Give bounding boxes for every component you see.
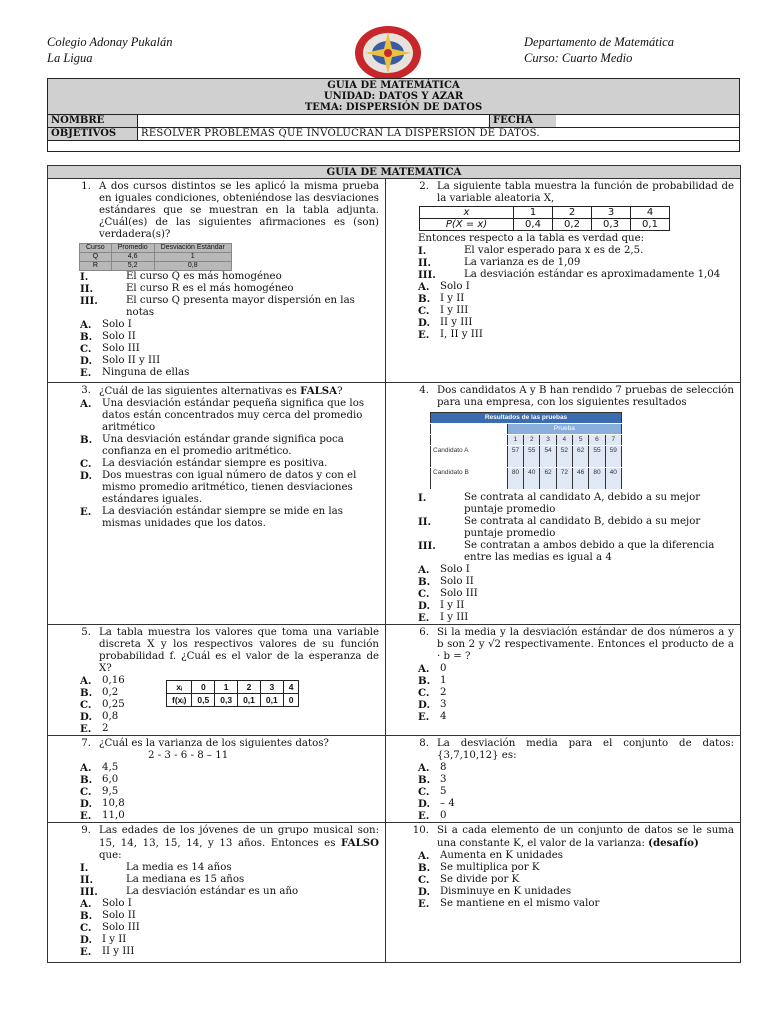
q1-th: Curso (80, 244, 112, 253)
q6-option[interactable] (392, 699, 734, 711)
guide-unit: UNIDAD: DATOS Y AZAR (323, 91, 464, 102)
q2-roman-text: El valor esperado para x es de 2,5. (464, 245, 644, 256)
q8-option[interactable] (392, 762, 734, 774)
option-text: Disminuye en K unidades (440, 886, 572, 897)
q9-roman-text: La media es 14 años (126, 862, 232, 873)
option-key: B. (80, 774, 93, 786)
option-key: A. (418, 663, 430, 675)
q10-text: Si a cada elemento de un conjunto de datos se le suma una constante K, el valor de la varianza: (437, 825, 734, 849)
option-key: A. (418, 762, 430, 774)
q1-roman-key: I. (80, 271, 89, 283)
q5-cell: 0,1 (238, 694, 261, 707)
q7-option[interactable] (54, 774, 379, 786)
guide-title: GUIA DE MATEMÁTICA (327, 80, 460, 91)
q7-option[interactable] (54, 798, 379, 810)
q7-option[interactable] (54, 786, 379, 798)
q3-option[interactable] (54, 458, 379, 470)
q2-roman-text: La desviación estándar es aproximadamente 1,04 (464, 269, 721, 280)
q4-results-table (430, 412, 622, 490)
q2-cell: 0,1 (631, 219, 670, 231)
option-text: Solo I (440, 564, 470, 575)
option-key: D. (80, 711, 93, 723)
option-key: C. (80, 922, 92, 934)
option-key: C. (418, 786, 430, 798)
option-key: E. (80, 946, 92, 958)
q7-text: ¿Cuál es la varianza de los siguientes datos? (99, 738, 329, 749)
q1-number: 1. (81, 181, 91, 192)
option-text: 0,25 (102, 699, 125, 710)
option-key: E. (418, 329, 430, 341)
q8-option[interactable] (392, 798, 734, 810)
q8-option[interactable] (392, 774, 734, 786)
option-key: E. (80, 810, 92, 822)
q1-roman-text: El curso Q es más homogéneo (126, 271, 282, 282)
option-key: D. (418, 798, 431, 810)
q4-option[interactable] (392, 576, 734, 588)
q9-option[interactable] (54, 922, 379, 934)
q7-option[interactable] (54, 762, 379, 774)
option-key: D. (80, 934, 93, 946)
option-key: B. (418, 774, 431, 786)
q7-number: 7. (81, 738, 91, 749)
header-right (524, 34, 674, 66)
q9-roman-text: La mediana es 15 años (126, 874, 245, 885)
nombre-field[interactable] (138, 115, 490, 128)
guide-topic: TEMA: DISPERSIÓN DE DATOS (304, 102, 483, 113)
q4-row-name: Candidato B (431, 468, 508, 490)
option-text: Una desviación estándar pequeña significa que los datos están concentrados muy cerca del promedio aritmético (102, 398, 365, 433)
q4-text: Dos candidatos A y B han rendido 7 pruebas de selección para una empresa, con los siguientes resultados (437, 385, 734, 408)
option-key: C. (80, 699, 92, 711)
q2-cell: 0,4 (514, 219, 553, 231)
option-text: I, II y III (440, 329, 483, 340)
q8-option[interactable] (392, 810, 734, 822)
questions-table (47, 165, 741, 963)
option-key: B. (80, 331, 93, 343)
q5-text: La tabla muestra los valores que toma una variable discreta X y los respectivos valores de su función probabilidad f. ¿Cuál es el valor de la esperanza de X? (99, 627, 379, 674)
q3-option[interactable] (54, 506, 379, 530)
school-name: Colegio Adonay Pukalán (47, 35, 173, 49)
option-key: D. (418, 886, 431, 898)
option-text: II y III (440, 317, 473, 328)
school-logo (353, 24, 423, 82)
q10-number: 10. (412, 825, 429, 836)
q4-cell: 59 (605, 446, 621, 468)
q4-roman-text: Se contrata al candidato B, debido a su mejor puntaje promedio (464, 516, 701, 539)
question-6 (386, 625, 741, 736)
option-key: D. (418, 317, 431, 329)
option-key: C. (418, 874, 430, 886)
q3-option[interactable] (54, 470, 379, 506)
option-text: 11,0 (102, 810, 125, 821)
q4-roman-key: II. (418, 516, 432, 528)
q4-number: 4. (419, 385, 429, 396)
q1-roman-key: II. (80, 283, 94, 295)
q1-table (79, 243, 232, 271)
q5-table (166, 680, 299, 707)
q1-roman-text: El curso Q presenta mayor dispersión en las notas (126, 295, 355, 318)
q5-cell: 0,3 (215, 694, 238, 707)
q5-cell: 0,1 (260, 694, 283, 707)
q4-cell: 72 (556, 468, 572, 490)
q4-roman-text: Se contratan a ambos debido a que la diferencia entre las medias es igual a 4 (464, 540, 715, 563)
q3-option[interactable] (54, 398, 379, 434)
q4-cell: 40 (605, 468, 621, 490)
q2-cell: 2 (553, 207, 592, 219)
option-text: La desviación estándar siempre se mide en las mismas unidades que los datos. (102, 506, 343, 529)
q5-cell: 1 (215, 681, 238, 694)
option-key: E. (418, 810, 430, 822)
q4-row-name: Candidato A (431, 446, 508, 468)
q9-text-bold: FALSO (341, 837, 379, 849)
option-text: 0,8 (102, 711, 119, 722)
option-key: A. (418, 850, 430, 862)
option-key: D. (418, 600, 431, 612)
q4-col: 6 (589, 435, 605, 446)
option-text: 3 (440, 774, 447, 785)
q2-cell: 3 (592, 207, 631, 219)
q2-cell: x (420, 207, 514, 219)
option-text: 0,2 (102, 687, 119, 698)
q5-cell: xᵢ (167, 681, 192, 694)
department-name: Departamento de Matemática (524, 35, 674, 49)
option-text: I y III (440, 305, 469, 316)
option-text: 3 (440, 699, 447, 710)
q2-cell: 0,3 (592, 219, 631, 231)
q2-roman-key: I. (418, 245, 427, 257)
q9-option[interactable] (54, 934, 379, 946)
option-key: B. (80, 434, 93, 446)
q3-text-end: ? (337, 386, 343, 397)
q5-cell: 3 (260, 681, 283, 694)
q4-option[interactable] (392, 588, 734, 600)
q5-cell: 0,5 (192, 694, 215, 707)
q4-cell: 55 (589, 446, 605, 468)
option-key: B. (418, 576, 431, 588)
q2-text: La siguiente tabla muestra la función de probabilidad de la variable aleatoria X, (437, 181, 734, 204)
fecha-field[interactable] (556, 115, 740, 128)
option-text: Solo II (102, 910, 136, 921)
q1-cell: 5,2 (111, 262, 154, 271)
option-key: E. (80, 506, 92, 518)
option-text: Solo II (102, 331, 136, 342)
q2-cell: 4 (631, 207, 670, 219)
option-key: E. (418, 898, 430, 910)
q2-roman-text: La varianza es de 1,09 (464, 257, 581, 268)
option-text: La desviación estándar siempre es positiva. (102, 458, 328, 469)
question-5 (48, 625, 386, 736)
option-key: A. (80, 398, 92, 410)
option-key: C. (80, 343, 92, 355)
q4-cell: 80 (507, 468, 523, 490)
option-text: 6,0 (102, 774, 119, 785)
q4-cell: 40 (524, 468, 540, 490)
option-text: 0 (440, 663, 447, 674)
q6-number: 6. (419, 627, 429, 638)
question-1 (48, 179, 386, 383)
option-text: I y III (440, 612, 469, 623)
q9-text: Las edades de los jóvenes de un grupo musical son: 15, 14, 13, 15, 14, y 13 años. Entonces es (99, 825, 379, 849)
option-text: 1 (440, 675, 447, 686)
q2-number: 2. (419, 181, 429, 192)
option-key: B. (418, 675, 431, 687)
q4-roman-key: III. (418, 540, 436, 552)
option-key: E. (418, 612, 430, 624)
q1-cell: 0,8 (154, 262, 231, 271)
q9-option[interactable] (54, 898, 379, 910)
option-key: B. (80, 687, 93, 699)
option-key: B. (418, 293, 431, 305)
option-text: Aumenta en K unidades (440, 850, 564, 861)
q2-roman-key: II. (418, 257, 432, 269)
q4-option[interactable] (392, 600, 734, 612)
option-key: C. (418, 588, 430, 600)
option-key: C. (80, 786, 92, 798)
option-text: Ninguna de ellas (102, 367, 190, 378)
q4-option[interactable] (392, 612, 734, 624)
q5-number: 5. (81, 627, 91, 638)
q4-roman-text: Se contrata al candidato A, debido a su mejor puntaje promedio (464, 492, 701, 515)
q1-cell: 4,6 (111, 253, 154, 262)
option-key: E. (80, 723, 92, 735)
question-7 (48, 736, 386, 823)
q5-cell: f(xᵢ) (167, 694, 192, 707)
q4-cell: 54 (540, 446, 556, 468)
option-key: A. (418, 564, 430, 576)
option-key: E. (418, 711, 430, 723)
q3-text: ¿Cuál de las siguientes alternativas es (99, 386, 297, 397)
option-text: 8 (440, 762, 447, 773)
school-city: La Ligua (47, 51, 93, 65)
option-text: 2 (440, 687, 447, 698)
option-text: I y II (440, 293, 465, 304)
q6-option[interactable] (392, 711, 734, 723)
option-text: II y III (102, 946, 135, 957)
q4-cell: 55 (524, 446, 540, 468)
q1-cell: 1 (154, 253, 231, 262)
q7-option[interactable] (54, 810, 379, 822)
nombre-label: NOMBRE (48, 115, 138, 128)
q10-option[interactable] (392, 850, 734, 862)
header-left (47, 34, 172, 66)
q5-cell: 4 (283, 681, 299, 694)
q8-option[interactable] (392, 786, 734, 798)
q1-th: Desviación Estándar (154, 244, 231, 253)
option-text: Se divide por K (440, 874, 520, 885)
q9-roman-text: La desviación estándar es un año (126, 886, 299, 897)
q1-text: A dos cursos distintos se les aplicó la misma prueba en iguales condiciones, obteniéndose las desviaciones estándares que se muestran en la tabla adjunta. ¿Cuál(es) de las siguientes afirmaciones es (son) verdadera(s)? (99, 181, 379, 240)
q8-number: 8. (419, 738, 429, 749)
q7-data: 2 - 3 - 6 - 8 – 11 (148, 750, 229, 761)
option-text: Solo I (440, 281, 470, 292)
q2-cell: P(X = x) (420, 219, 514, 231)
option-text: – 4 (440, 798, 455, 809)
option-key: B. (418, 862, 431, 874)
option-text: I y II (102, 934, 127, 945)
option-text: 4,5 (102, 762, 119, 773)
option-text: Dos muestras con igual número de datos y con el mismo promedio aritmético, tienen desviaciones estándares iguales. (102, 470, 357, 505)
q5-option[interactable] (54, 711, 379, 723)
q9-option[interactable] (54, 946, 379, 958)
question-3 (48, 383, 386, 625)
q2-option[interactable] (392, 293, 734, 305)
fecha-label: FECHA (490, 115, 557, 128)
option-text: Solo I (102, 898, 132, 909)
q1-option[interactable] (54, 367, 379, 379)
q8-text: La desviación media para el conjunto de datos: {3,7,10,12} es: (437, 738, 734, 761)
q3-option[interactable] (54, 434, 379, 458)
option-text: Se mantiene en el mismo valor (440, 898, 600, 909)
q4-cell: 57 (507, 446, 523, 468)
q4-cell: 46 (573, 468, 589, 490)
option-text: Solo III (102, 343, 140, 354)
q1-roman-text: El curso R es el más homogéneo (126, 283, 294, 294)
q3-text-bold: FALSA (300, 385, 338, 397)
q3-number: 3. (81, 385, 91, 396)
q4-cell: 62 (540, 468, 556, 490)
q4-col: 5 (573, 435, 589, 446)
question-10 (386, 823, 741, 963)
option-text: 9,5 (102, 786, 119, 797)
q1-option[interactable] (54, 355, 379, 367)
q6-option[interactable] (392, 663, 734, 675)
q4-cell: 52 (556, 446, 572, 468)
question-2 (386, 179, 741, 383)
option-key: D. (80, 470, 93, 482)
q6-text: Si la media y la desviación estándar de dos números a y b son 2 y √2 respectivamente. Entonces el producto de a · b = ? (437, 627, 734, 662)
q1-cell: R (80, 262, 112, 271)
q1-roman-key: III. (80, 295, 98, 307)
option-text: Solo II (440, 576, 474, 587)
guide-title-block (48, 79, 740, 115)
q4-results-sub: Prueba (507, 424, 621, 435)
q9-roman-key: III. (80, 886, 98, 898)
course-name: Curso: Cuarto Medio (524, 51, 633, 65)
option-text: 5 (440, 786, 447, 797)
q9-roman-key: II. (80, 874, 94, 886)
option-key: D. (80, 355, 93, 367)
option-text: 10,8 (102, 798, 125, 809)
question-9 (48, 823, 386, 963)
q6-option[interactable] (392, 675, 734, 687)
q2-cell: 1 (514, 207, 553, 219)
option-key: C. (418, 305, 430, 317)
option-key: C. (80, 458, 92, 470)
spacer-row (48, 141, 740, 152)
option-text: Una desviación estándar grande significa poca confianza en el promedio aritmético. (102, 434, 344, 457)
option-text: 0,16 (102, 675, 125, 686)
q2-option[interactable] (392, 281, 734, 293)
q9-number: 9. (81, 825, 91, 836)
option-text: Se multiplica por K (440, 862, 540, 873)
option-key: D. (418, 699, 431, 711)
option-text: Solo III (102, 922, 140, 933)
q6-option[interactable] (392, 687, 734, 699)
q9-text-end: que: (99, 850, 122, 861)
q2-option[interactable] (392, 317, 734, 329)
q2-cell: 0,2 (553, 219, 592, 231)
q10-option[interactable] (392, 874, 734, 886)
q4-col: 3 (540, 435, 556, 446)
q4-col: 4 (556, 435, 572, 446)
q4-col: 2 (524, 435, 540, 446)
option-key: A. (80, 762, 92, 774)
q4-col: 1 (507, 435, 523, 446)
option-key: A. (80, 675, 92, 687)
objetivos-text: RESOLVER PROBLEMAS QUE INVOLUCRAN LA DISPERSION DE DATOS. (138, 128, 740, 141)
q4-results-title: Resultados de las pruebas (431, 413, 622, 424)
q4-option[interactable] (392, 564, 734, 576)
question-8 (386, 736, 741, 823)
q2-table (419, 206, 670, 231)
q5-cell: 0 (192, 681, 215, 694)
q5-option[interactable] (54, 723, 379, 735)
q1-cell: Q (80, 253, 112, 262)
q10-option[interactable] (392, 886, 734, 898)
option-key: A. (80, 898, 92, 910)
option-key: D. (80, 798, 93, 810)
q2-roman-key: III. (418, 269, 436, 281)
option-key: A. (80, 319, 92, 331)
option-text: Solo III (440, 588, 478, 599)
q4-roman-key: I. (418, 492, 427, 504)
option-key: B. (80, 910, 93, 922)
objetivos-label: OBJETIVOS (48, 128, 138, 141)
option-text: 4 (440, 711, 447, 722)
q4-col: 7 (605, 435, 621, 446)
q2-option[interactable] (392, 329, 734, 341)
guide-info-table (47, 78, 740, 152)
q5-cell: 0 (283, 694, 299, 707)
q10-option[interactable] (392, 862, 734, 874)
q2-intro: Entonces respecto a la tabla es verdad que: (418, 233, 645, 244)
q5-cell: 2 (238, 681, 261, 694)
q1-th: Promedio (111, 244, 154, 253)
option-key: C. (418, 687, 430, 699)
option-text: Solo II y III (102, 355, 161, 366)
option-text: I y II (440, 600, 465, 611)
q4-cell: 62 (573, 446, 589, 468)
q1-option[interactable] (54, 331, 379, 343)
q1-option[interactable] (54, 319, 379, 331)
option-key: A. (418, 281, 430, 293)
questions-title: GUIA DE MATEMATICA (48, 166, 741, 179)
q10-text-bold: (desafío) (648, 837, 699, 849)
question-4 (386, 383, 741, 625)
option-key: E. (80, 367, 92, 379)
q9-roman-key: I. (80, 862, 89, 874)
option-text: 0 (440, 810, 447, 821)
option-text: Solo I (102, 319, 132, 330)
q2-option[interactable] (392, 305, 734, 317)
q4-cell: 80 (589, 468, 605, 490)
q1-option[interactable] (54, 343, 379, 355)
q10-option[interactable] (392, 898, 734, 910)
q9-option[interactable] (54, 910, 379, 922)
option-text: 2 (102, 723, 109, 734)
